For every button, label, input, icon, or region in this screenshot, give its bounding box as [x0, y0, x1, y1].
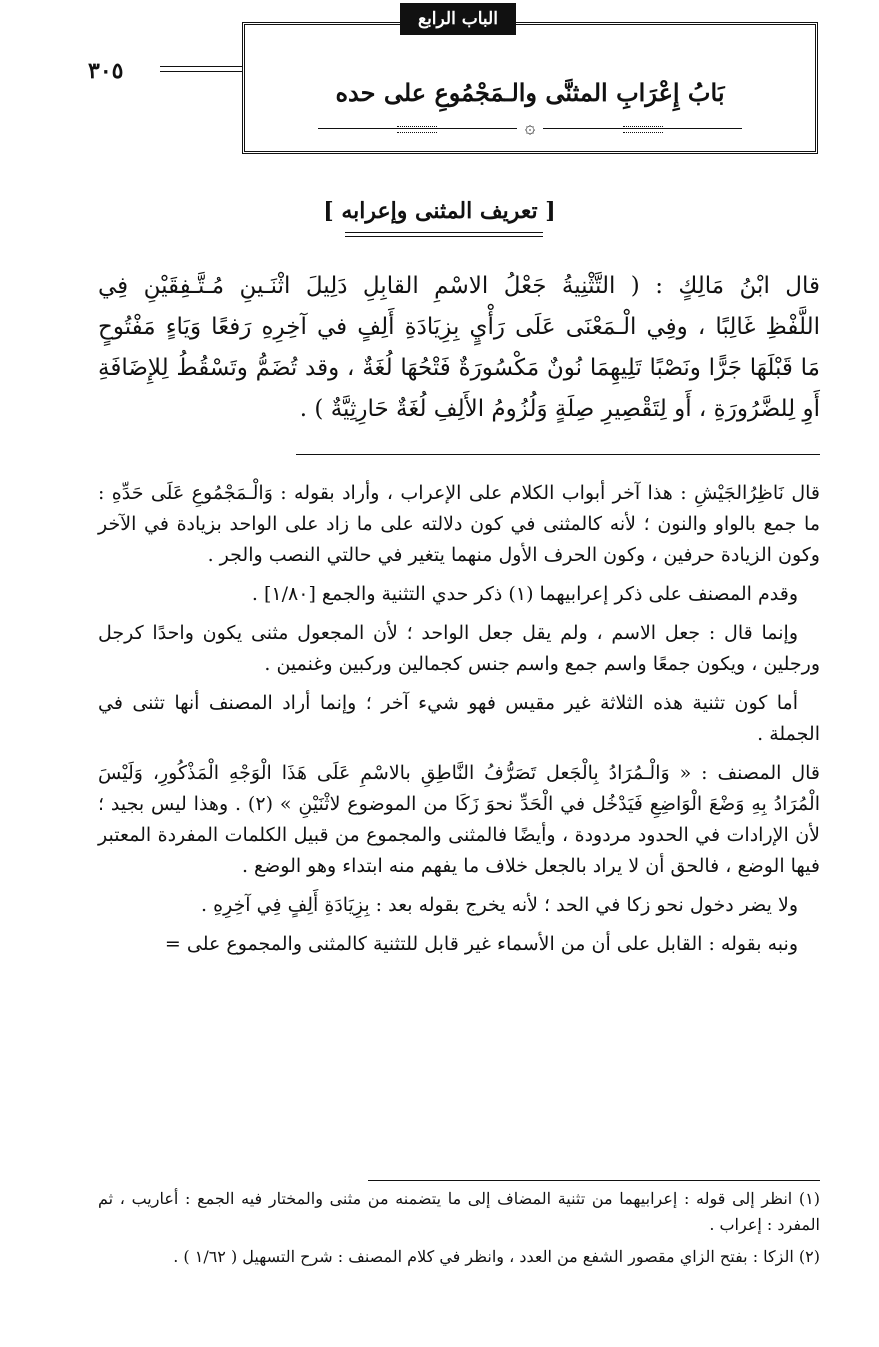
commentary-text — [98, 478, 820, 968]
ibn-malik-quote — [98, 266, 820, 430]
chapter-tab: الباب الرابع — [400, 3, 516, 35]
commentary-paragraph: وقدم المصنف على ذكر إعرابيهما (١) ذكر حدي التثنية والجمع [١/٨٠] . — [251, 583, 798, 605]
footnote-separator — [368, 1180, 820, 1181]
ornament-flower-icon: ۞ — [524, 117, 536, 138]
commentary-paragraph: أما كون تثنية هذه الثلاثة غير مقيس فهو شيء آخر ؛ وإنما أراد المصنف أنها تثنى في الجملة . — [98, 692, 820, 745]
quote-line: اللَّفْظِ غَالِبًا ، وفِي الْـمَعْنَى عَلَى رَأْيٍ بِزِيَادَةِ أَلِفٍ في آخِرِهِ رَفعًا وَيَاءٍ مَفْتُوحٍ — [98, 314, 820, 340]
section-heading-underline — [345, 232, 543, 237]
ornament-line-right — [543, 128, 742, 129]
section-heading: [ تعريف المثنى وإعرابه ] — [323, 198, 556, 224]
page-number-rule — [160, 66, 242, 72]
quote-line: قال ابْنُ مَالِكٍ : ( التَّثْنِيةُ جَعْلُ الاسْمِ القابِلِ دَلِيلَ اثْنَـينِ مُـتَّـفِقَيْنِ فِي — [98, 273, 820, 299]
title-ornament — [310, 118, 750, 138]
quote-underline — [296, 454, 820, 455]
footnote: (٢) الزكا : بفتح الزاي مقصور الشفع من العدد ، وانظر في كلام المصنف : شرح التسهيل ( ١/٦٢ ) . — [173, 1247, 820, 1266]
footnotes — [98, 1186, 820, 1276]
commentary-paragraph: ولا يضر دخول نحو زكا في الحد ؛ لأنه يخرج بقوله بعد : بِزِيَادَةِ أَلِفٍ فِي آخِرِهِ . — [201, 894, 798, 916]
quote-line: أَوِ لِلضَّرُورَةِ ، أَو لِتَقْصِيرِ صِلَةٍ وَلُزُومُ الأَلِفِ لُغَةٌ حَارِثِيَّةٌ ) . — [299, 396, 820, 422]
footnote: (١) انظر إلى قوله : إعرابيهما من تثنية المضاف إلى ما يتضمنه من مثنى والمختار فيه الجمع : أعاريب ، ثم المفرد : إعراب . — [98, 1189, 820, 1234]
page-number: ٣٠٥ — [88, 58, 124, 84]
commentary-paragraph: ونبه بقوله : القابل على أن من الأسماء غير قابل للتثنية كالمثنى والمجموع على = — [164, 933, 798, 955]
quote-line: مَا قَبْلَهَا جَرًّا ونَصْبًا تَلِيهِمَا نُونٌ مَكْسُورَةٌ فَتْحُهَا لُغَةٌ ، وقد تُضَمُّ وتَسْقُطُ لِلإِضَافَةِ — [98, 355, 820, 381]
ornament-line-left — [318, 128, 517, 129]
commentary-paragraph: قال المصنف : « وَالْـمُرَادُ بِالْجَعل تَصَرُّفُ النَّاطِقِ بالاسْمِ عَلَى هَذَا الْوَجْهِ الْمَذْكُورِ، وَلَيْسَ الْمُرَادُ بِهِ وَضْعَ الْوَاضِعِ فَيَدْخُل في الْحَدِّ نحوَ زَكَا من الموضوع لاثْنَيْنِ » (٢) . وهذا ليس بجيد ؛ لأن الإرادات في الحدود مردودة ، وأيضًا فالمثنى والمجموع من قبيل الكلمات المفردة المعتبر فيها الوضع ، فالحق أن لا يراد بالجعل خلاف ما يفهم منه ابتداء وهو الوضع . — [98, 762, 820, 877]
chapter-title: بَابُ إِعْرَابِ المثنَّى والـمَجْمُوعِ على حده — [335, 78, 725, 107]
commentary-paragraph: قال نَاظِرُالجَيْشِ : هذا آخر أبواب الكلام على الإعراب ، وأراد بقوله : وَالْـمَجْمُوعِ عَلَى حَدِّهِ : ما جمع بالواو والنون ؛ لأنه كالمثنى في كون دلالته على ما زاد على الواحد بزيادة في الآخر وكون الزيادة حرفين ، وكون الحرف الأول منهما يتغير في حالتي النصب والجر . — [98, 482, 820, 566]
commentary-paragraph: وإنما قال : جعل الاسم ، ولم يقل جعل الواحد ؛ لأن المجعول مثنى يكون واحدًا كرجل ورجلين ، ويكون جمعًا واسم جمع واسم جنس كجمالين وركبين وغنمين . — [98, 622, 820, 675]
